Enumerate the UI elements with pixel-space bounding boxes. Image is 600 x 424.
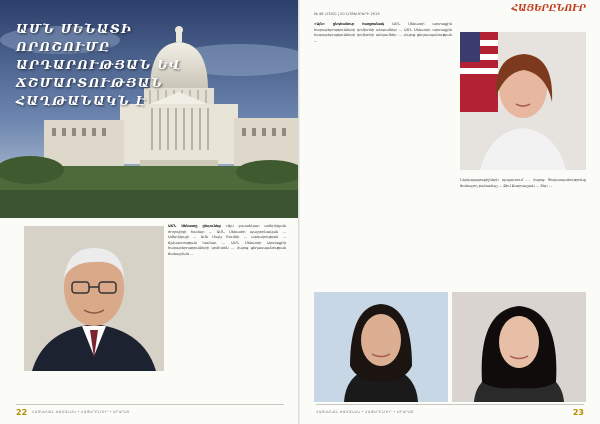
right-lead: «Այն» ընդհանուր հաղթանակ bbox=[314, 22, 385, 26]
issue-info: № 46 (1302) | 20 ՆՈՅԵՄԲԵՐԻ 2015 bbox=[314, 12, 380, 16]
celebrity-portrait-2 bbox=[452, 292, 586, 402]
left-lead: ԱՄՆ Սենատը ընդունեց bbox=[168, 224, 221, 228]
left-body-column bbox=[168, 224, 286, 382]
left-footer-text: ՀԱՅԿԱԿԱՆ ԺԱՄԱՆԱԿ • ՀԱՅԵՐԸՆՈՒՐ • ԱՐԱՐԱՏ bbox=[32, 410, 130, 414]
right-page-number: 23 bbox=[572, 408, 584, 417]
right-body-text-2: Ներկայացուցիչների պալատում ... Հայոց Ցեղասպանությունը ճանաչող բանաձևը ... Քիմ Քարդաշյան ... Շեր ... bbox=[460, 178, 586, 188]
celebrity-portrait-1 bbox=[314, 292, 448, 402]
left-page-number: 22 bbox=[16, 408, 28, 417]
right-footer bbox=[300, 402, 600, 424]
article-headline: ԱՄՆ ՍԵՆԱՏԻ ՈՐՈՇՈՒՄԸ ԱՐԴԱՐՈՒԹՅԱՆ ԵՎ ՃՇՄԱՐՏՈՒԹՅԱՆ ՀԱՂԹԱՆԱԿՆ Է bbox=[16, 21, 182, 108]
section-title: ՀԱՅԵՐԸՆՈՒՐ bbox=[511, 4, 586, 14]
right-body-text-1: ԱՄՆ Սենատի արտաքին հարաբերությունների կոմիտեի անդամներ ... ԱՄՆ Սենատի արտաքին հարաբերությունների կոմիտեի անդամներ ... Հայոց ցեղասպանության ... bbox=[314, 22, 452, 43]
senator-portrait bbox=[24, 226, 164, 371]
left-footer bbox=[0, 402, 300, 424]
right-body-column-2 bbox=[460, 178, 586, 296]
diplomat-portrait bbox=[460, 32, 586, 170]
right-footer-text: ՀԱՅԿԱԿԱՆ ԺԱՄԱՆԱԿ • ՀԱՅԵՐԸՆՈՒՐ • ԱՐԱՐԱՏ bbox=[316, 410, 414, 414]
left-body-text: «Այս լուսանկար ամերիկյան ժողովրդի համար ... ԱՄՆ Սենատի պաշտոնական ... Ամերիկայի ... Ամն Մայկ Ռումնի ... արդարության ... ճշմարտության համար ... ԱՄՆ Սենատի Արտաքին հարաբերությունների կոմիտեն ... Հայոց ցեղասպանության ճանաչման ... bbox=[168, 224, 286, 256]
right-body-column-1 bbox=[314, 22, 452, 284]
right-page bbox=[300, 0, 600, 424]
